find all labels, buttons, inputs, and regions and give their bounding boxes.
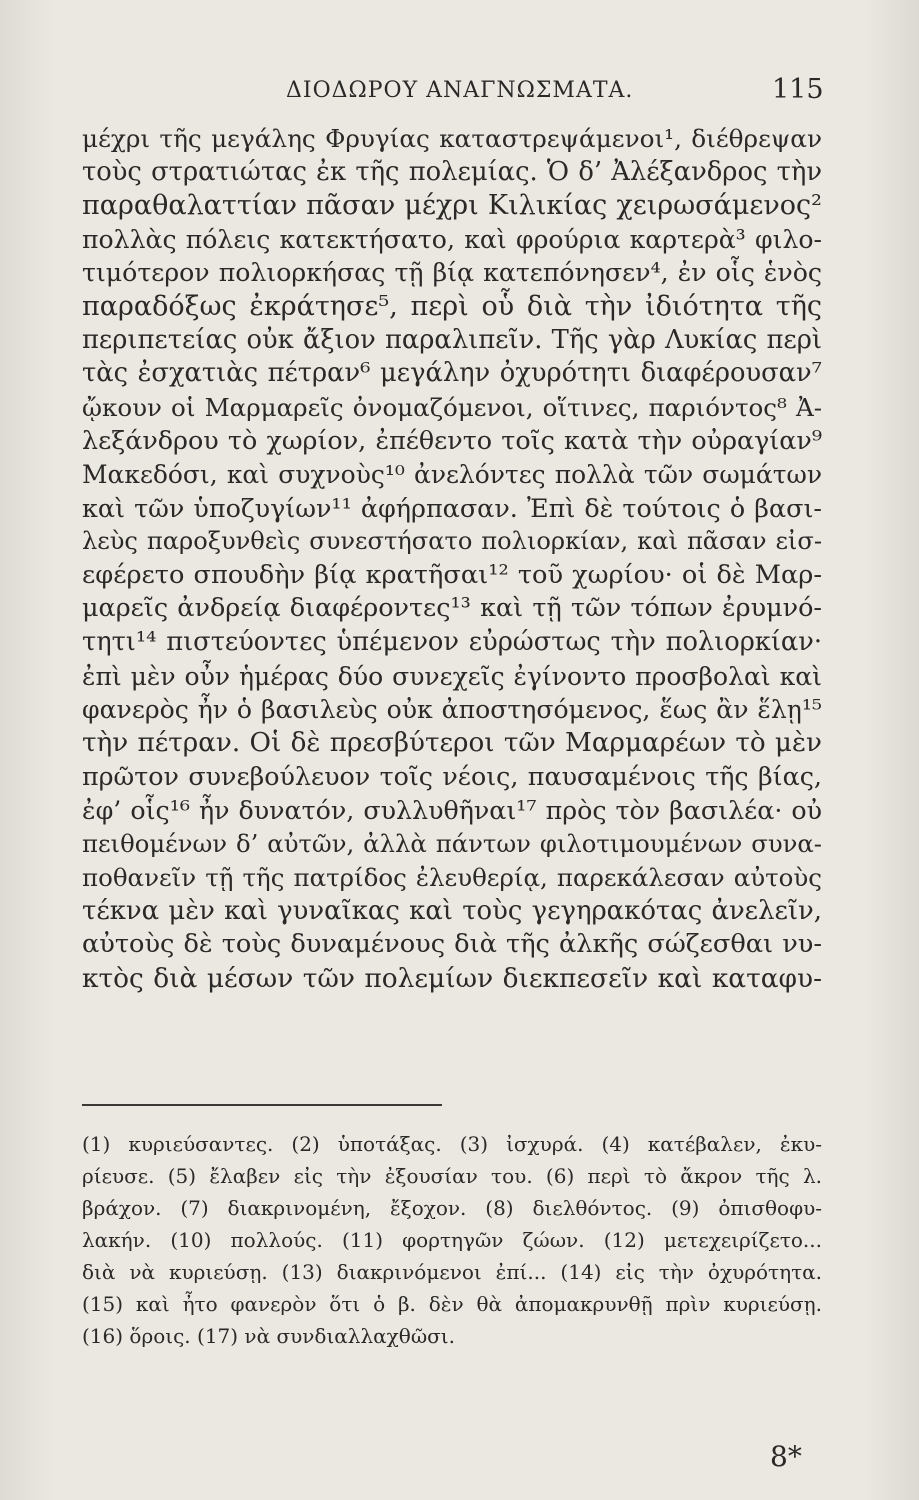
text-line: περιπετείας οὐκ ἄξιον παραλιπεῖν. Τῆς γὰρ Λυκίας περὶ xyxy=(82,324,822,355)
text-line: παραθαλαττίαν πᾶσαν μέχρι Κιλικίας χειρωσάμενος² xyxy=(82,190,822,222)
text-line: τητι¹⁴ πιστεύοντες ὑπέμενον εὐρώστως τὴν πολιορκίαν· xyxy=(82,626,822,657)
text-line: τὴν πέτραν. Οἱ δὲ πρεσβύτεροι τῶν Μαρμαρέων τὸ μὲν xyxy=(82,727,822,758)
footnote-line: (16) ὅροις. (17) νὰ συνδιαλλαχθῶσι. xyxy=(82,1324,455,1348)
text-line: φανερὸς ἦν ὁ βασιλεὺς οὐκ ἀποστησόμενος, ἕως ἂν ἕλῃ¹⁵ xyxy=(82,695,822,725)
text-line: αὐτοὺς δὲ τοὺς δυναμένους διὰ τῆς ἀλκῆς σώζεσθαι νυ- xyxy=(82,929,822,960)
text-line: κτὸς διὰ μέσων τῶν πολεμίων διεκπεσεῖν καὶ καταφυ- xyxy=(82,962,822,994)
text-line: λεὺς παροξυνθεὶς συνεστήσατο πολιορκίαν, καὶ πᾶσαν εἰσ- xyxy=(82,527,822,556)
footnotes xyxy=(82,1128,822,1352)
text-line: πειθομένων δ’ αὐτῶν, ἀλλὰ πάντων φιλοτιμουμένων συνα- xyxy=(82,829,822,859)
text-line: λεξάνδρου τὸ χωρίον, ἐπέθεντο τοῖς κατὰ τὴν οὐραγίαν⁹ xyxy=(82,425,822,456)
footnote-line: βράχον. (7) διακρινομένη, ἔξοχον. (8) διελθόντος. (9) ὀπισθοφυ- xyxy=(82,1196,822,1220)
text-line: τιμότερον πολιορκήσας τῇ βίᾳ κατεπόνησεν⁴, ἐν οἷς ἑνὸς xyxy=(82,258,822,288)
text-line: εφέρετο σπουδὴν βίᾳ κρατῆσαι¹² τοῦ χωρίου· οἱ δὲ Μαρ- xyxy=(82,559,822,590)
footnote-divider xyxy=(82,1104,442,1106)
running-head: ΔΙΟΔΩΡΟΥ ΑΝΑΓΝΩΣΜΑΤΑ. xyxy=(286,78,634,103)
text-line: μαρεῖς ἀνδρείᾳ διαφέροντες¹³ καὶ τῇ τῶν τόπων ἐρυμνό- xyxy=(82,593,822,624)
text-line: τὰς ἐσχατιὰς πέτραν⁶ μεγάλην ὀχυρότητι διαφέρουσαν⁷ xyxy=(82,358,822,389)
text-line: καὶ τῶν ὑποζυγίων¹¹ ἀφήρπασαν. Ἐπὶ δὲ τούτοις ὁ βασι- xyxy=(82,492,822,523)
page-header xyxy=(0,72,919,112)
text-line: τέκνα μὲν καὶ γυναῖκας καὶ τοὺς γεγηρακότας ἀνελεῖν, xyxy=(82,895,822,926)
text-line: μέχρι τῆς μεγάλης Φρυγίας καταστρεψάμενοι¹, διέθρεψαν xyxy=(82,124,822,153)
signature-mark: 8* xyxy=(770,1440,802,1473)
text-line: πολλὰς πόλεις κατεκτήσατο, καὶ φρούρια καρτερὰ³ φιλο- xyxy=(82,224,822,254)
text-line: πρῶτον συνεβούλευον τοῖς νέοις, παυσαμένοις τῆς βίας, xyxy=(82,761,822,792)
footnote-line: διὰ νὰ κυριεύσῃ. (13) διακρινόμενοι ἐπί... (14) εἰς τὴν ὀχυρότητα. xyxy=(82,1260,822,1284)
text-line: παραδόξως ἐκράτησε⁵, περὶ οὗ διὰ τὴν ἰδιότητα τῆς xyxy=(82,290,822,322)
text-line: Μακεδόσι, καὶ συχνοὺς¹⁰ ἀνελόντες πολλὰ τῶν σωμάτων xyxy=(82,459,822,489)
main-text xyxy=(82,122,822,995)
text-line: ᾤκουν οἱ Μαρμαρεῖς ὀνομαζόμενοι, οἵτινες, παριόντος⁸ Ἀ- xyxy=(82,392,822,422)
footnote-line: (15) καὶ ἦτο φανερὸν ὅτι ὁ β. δὲν θὰ ἀπομακρυνθῇ πρὶν κυριεύσῃ. xyxy=(82,1292,822,1316)
text-line: ἐφ’ οἷς¹⁶ ἦν δυνατόν, συλλυθῆναι¹⁷ πρὸς τὸν βασιλέα· οὐ xyxy=(82,794,822,825)
text-line: τοὺς στρατιώτας ἐκ τῆς πολεμίας. Ὁ δ’ Ἀλέξανδρος τὴν xyxy=(82,156,822,187)
footnote-line: ρίευσε. (5) ἔλαβεν εἰς τὴν ἐξουσίαν του. (6) περὶ τὸ ἄκρον τῆς λ. xyxy=(82,1164,822,1188)
text-line: ἐπὶ μὲν οὖν ἡμέρας δύο συνεχεῖς ἐγίνοντο προσβολαὶ καὶ xyxy=(82,661,822,691)
footnote-line: (1) κυριεύσαντες. (2) ὑποτάξας. (3) ἰσχυρά. (4) κατέβαλεν, ἐκυ- xyxy=(82,1132,822,1156)
text-line: ποθανεῖν τῇ τῆς πατρίδος ἐλευθερίᾳ, παρεκάλεσαν αὐτοὺς xyxy=(82,863,822,893)
footnote-line: λακήν. (10) πολλούς. (11) φορτηγῶν ζώων. (12) μετεχειρίζετο... xyxy=(82,1228,822,1252)
page-number: 115 xyxy=(772,74,824,105)
